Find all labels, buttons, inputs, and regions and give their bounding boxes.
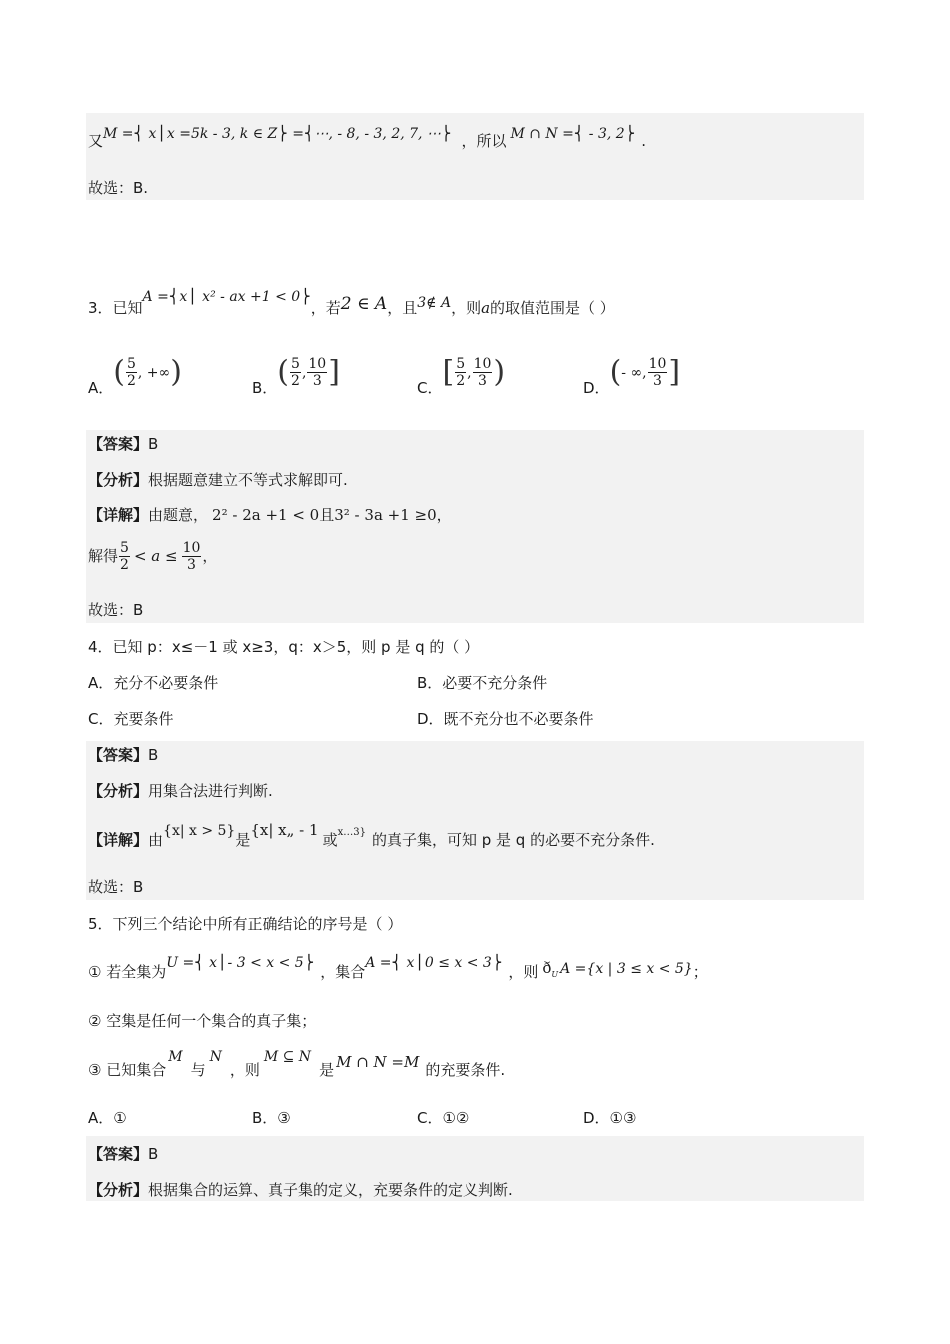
option-label: D． xyxy=(583,379,610,397)
bracket-right: ] xyxy=(328,354,340,390)
item3-e: 的充要条件. xyxy=(425,1061,506,1079)
complement-result: A ={x | 3 ≤ x < 5} xyxy=(560,961,693,977)
numerator: 10 xyxy=(182,540,201,556)
q3-stem-c: ，且 xyxy=(387,299,418,317)
q5-analysis xyxy=(88,1180,513,1200)
inequality-2: 3² - 3a +1 ≥0 xyxy=(334,506,437,524)
fraction xyxy=(126,356,137,389)
detail-text: 由 xyxy=(148,831,164,849)
set-n: N xyxy=(209,1049,222,1065)
q5-item3 xyxy=(88,1049,506,1081)
numerator: 10 xyxy=(308,356,327,372)
intersection-formula: M ∩ N =⎨ - 3, 2⎬ xyxy=(510,126,636,142)
q5-option-b: B．③ xyxy=(252,1109,291,1127)
text-prefix: 又 xyxy=(88,132,104,150)
denominator: 2 xyxy=(456,373,466,389)
detail-end: ， xyxy=(436,506,452,524)
denominator: 2 xyxy=(126,373,136,389)
q4-option-b: B．必要不充分条件 xyxy=(417,674,548,692)
solution-block-3 xyxy=(86,430,864,623)
numerator: 5 xyxy=(291,356,300,372)
q5-option-d: D．①③ xyxy=(583,1109,637,1127)
denominator: 3 xyxy=(653,373,662,389)
item1-b: ，集合 xyxy=(320,963,366,981)
analysis-text: 根据集合的运算、真子集的定义，充要条件的定义判断. xyxy=(148,1181,513,1199)
analysis-text: 用集合法进行判断. xyxy=(148,782,273,800)
numerator: 10 xyxy=(473,356,492,372)
detail-b: 是 xyxy=(235,831,251,849)
detail-d: 的真子集，可知 p 是 q 的必要不充分条件. xyxy=(371,831,655,849)
m-set-formula: M =⎨ x⎪x =5k - 3, k ∈ Z⎬ =⎨⋯, - 8, - 3, 2, 7, ⋯⎬ xyxy=(103,126,452,142)
detail-text: 由题意， xyxy=(148,506,209,524)
item1-c: ，则 xyxy=(508,963,539,981)
fraction xyxy=(182,540,202,573)
bracket-left: [ xyxy=(442,354,455,390)
numerator: 5 xyxy=(120,540,129,556)
bracket-left: ( xyxy=(277,354,290,390)
q4-option-d: D．既不充分也不必要条件 xyxy=(417,710,594,728)
analysis-text: 根据题意建立不等式求解即可. xyxy=(148,471,348,489)
set-a: A =⎨ x⎪0 ≤ x < 3⎬ xyxy=(365,955,503,971)
q5-stem: 5．下列三个结论中所有正确结论的序号是（ ） xyxy=(88,915,403,933)
detail-tag: 【详解】 xyxy=(88,831,149,849)
q2-choice: 故选：B. xyxy=(88,179,149,197)
fraction xyxy=(290,356,301,389)
q5-answer xyxy=(88,1144,158,1164)
q4-detail xyxy=(88,821,655,853)
complement-symbol: ð xyxy=(542,959,552,977)
q4-stem: 4．已知 p：x≤－1 或 x≥3，q：x＞5，则 p 是 q 的（ ） xyxy=(88,638,480,656)
fraction xyxy=(455,356,466,389)
detail-tag: 【详解】 xyxy=(88,506,149,524)
answer-tag: 【答案】 xyxy=(88,435,149,453)
detail-and: 且 xyxy=(319,506,335,524)
option-rest: , +∞ xyxy=(137,365,171,381)
bracket-right: ] xyxy=(668,354,681,390)
q3-stem xyxy=(88,289,615,319)
q3-choice: 故选：B xyxy=(88,601,144,619)
bracket-left: ( xyxy=(609,354,622,390)
set-m: M xyxy=(168,1049,183,1065)
complement-subscript: U xyxy=(551,970,559,979)
option-label: B． xyxy=(252,379,278,397)
q3-stem-a: 3．已知 xyxy=(88,299,143,317)
text-mid: ，所以 xyxy=(461,132,507,150)
comma: , xyxy=(467,365,472,381)
solve-mid: < a ≤ xyxy=(133,547,178,565)
numerator: 5 xyxy=(126,356,136,372)
analysis-tag: 【分析】 xyxy=(88,471,149,489)
bracket-left: ( xyxy=(113,354,125,390)
answer-value: B xyxy=(148,1145,159,1163)
fraction xyxy=(119,540,130,573)
denominator: 2 xyxy=(291,373,300,389)
q2-detail-line xyxy=(88,123,646,150)
q4-choice: 故选：B xyxy=(88,878,144,896)
q3-stem-b: ，若 xyxy=(310,299,341,317)
text-end: . xyxy=(641,132,646,150)
denominator: 2 xyxy=(120,557,129,573)
q3-analysis xyxy=(88,470,348,490)
q5-option-c: C．①② xyxy=(417,1109,470,1127)
q5-item1 xyxy=(88,955,708,985)
answer-value: B xyxy=(148,435,159,453)
analysis-tag: 【分析】 xyxy=(88,782,149,800)
option-pre: - ∞, xyxy=(621,365,647,381)
solve-end: ， xyxy=(202,547,218,565)
q3-option-a xyxy=(88,354,182,397)
q4-analysis xyxy=(88,781,273,801)
option-label: A． xyxy=(88,379,114,397)
detail-c: 或 xyxy=(322,831,338,849)
denominator: 3 xyxy=(312,373,322,389)
q5-item2: ② 空集是任何一个集合的真子集； xyxy=(88,1012,317,1030)
q4-option-a: A．充分不必要条件 xyxy=(88,674,219,692)
q3-set-a: A =⎨x⎪ x² - ax +1 < 0⎬ xyxy=(142,289,311,305)
item1-end: ； xyxy=(692,963,708,981)
item3-b: 与 xyxy=(190,1061,206,1079)
bracket-right: ) xyxy=(493,354,506,390)
option-label: C． xyxy=(417,379,443,397)
fraction xyxy=(473,356,493,389)
answer-tag: 【答案】 xyxy=(88,746,149,764)
answer-tag: 【答案】 xyxy=(88,1145,149,1163)
bracket-right: ) xyxy=(170,354,182,390)
q3-answer xyxy=(88,434,158,454)
numerator: 10 xyxy=(648,356,667,372)
item3-d: 是 xyxy=(319,1061,335,1079)
comma: , xyxy=(301,365,307,381)
denominator: 3 xyxy=(478,373,487,389)
q3-cond1: 2 ∈ A xyxy=(340,294,388,314)
item3-c: ，则 xyxy=(229,1061,260,1079)
universal-set: U =⎨ x⎪- 3 < x < 5⎬ xyxy=(166,955,315,971)
q3-option-d xyxy=(583,354,681,397)
answer-value: B xyxy=(148,746,159,764)
q3-option-c xyxy=(417,354,506,397)
inequality-1: 2² - 2a +1 < 0 xyxy=(212,506,320,524)
solve-prefix: 解得 xyxy=(88,547,119,565)
q3-option-b xyxy=(252,354,340,397)
set-3: x…3} xyxy=(337,827,366,838)
item1-a: ① 若全集为 xyxy=(88,963,167,981)
denominator: 3 xyxy=(187,557,196,573)
q3-var: a xyxy=(481,299,491,317)
intersection-formula: M ∩ N =M xyxy=(336,1053,420,1071)
q4-answer xyxy=(88,745,158,765)
numerator: 5 xyxy=(456,356,466,372)
set-2: {x| x„ - 1 xyxy=(250,821,319,839)
q3-stem-e: 的取值范围是（ ） xyxy=(490,299,615,317)
q3-solve xyxy=(88,540,217,573)
analysis-tag: 【分析】 xyxy=(88,1181,149,1199)
item3-a: ③ 已知集合 xyxy=(88,1061,167,1079)
set-1: {x| x > 5} xyxy=(163,823,236,839)
fraction xyxy=(648,356,668,389)
subset-formula: M ⊆ N xyxy=(263,1049,312,1065)
q3-stem-d: ，则 xyxy=(451,299,482,317)
solution-block-4 xyxy=(86,741,864,900)
q3-detail xyxy=(88,505,452,525)
q4-option-c: C．充要条件 xyxy=(88,710,174,728)
fraction xyxy=(307,356,327,389)
q5-option-a: A．① xyxy=(88,1109,127,1127)
q3-cond2: 3∉ A xyxy=(417,295,452,311)
